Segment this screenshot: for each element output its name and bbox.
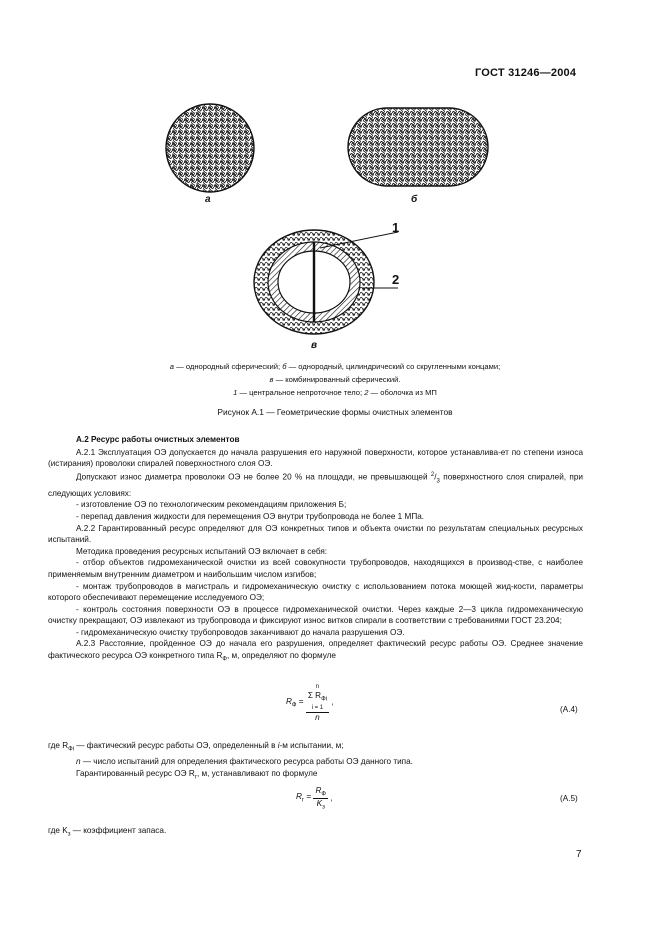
figure-label-c: в bbox=[311, 340, 318, 351]
fraction: $\frac{R_Ф}{K_з}$ bbox=[315, 786, 326, 811]
paragraph: - изготовление ОЭ по технологическим рекомендациям приложения Б; bbox=[76, 500, 347, 510]
paragraph: - перепад давления жидкости для перемещения ОЭ внутри трубопровода не более 1 МПа. bbox=[76, 511, 425, 521]
body-text bbox=[48, 434, 583, 666]
figure-label-a: а bbox=[205, 194, 211, 205]
figure-label-b: б bbox=[411, 194, 418, 205]
formula-a4: $R_Ф$ = n Σ $R_{Фi}$ i = 1 n , bbox=[286, 684, 334, 722]
paragraph: А.2.2 Гарантированный ресурс определяют для ОЭ конкретных типов и объекта очистки по результатам специальных ресурсных испытаний. bbox=[48, 523, 583, 545]
formula-explanation-2: где $K_з$ — коэффициент запаса. bbox=[48, 826, 167, 838]
figure-legend bbox=[100, 360, 570, 399]
callout-1: 1 bbox=[392, 220, 400, 235]
paragraph: - контроль состояния поверхности ОЭ в процессе гидромеханической очистки. Через каждые 2—3 цикла гидромеханическую очистку прекращают, ОЭ извлекают из трубопровода и фиксируют износ витков спирали в соответствии с требованиями ГОСТ 23.204; bbox=[48, 604, 583, 626]
paragraph: - отбор объектов гидромеханической очистки из всей совокупности трубопроводов, находящихся в производ-стве, с наиболее применяемым внутренним диаметром и наибольшим числом изгибов; bbox=[48, 558, 583, 579]
paragraph: - гидромеханическую очистку трубопроводов заканчивают до начала разрушения ОЭ. bbox=[76, 627, 405, 637]
paragraph: А.2.1 Эксплуатация ОЭ допускается до начала разрушения его наружной поверхности, которое устанавлива-ет по степени износа (истирания) проволоки спиралей поверхностного слоя ОЭ. bbox=[48, 447, 583, 469]
legend-line-1: а — однородный сферический; б — однородный, цилиндрический со скругленными концами; bbox=[169, 362, 501, 371]
figure-element-b bbox=[344, 104, 492, 190]
formula-explanation: где $R_{Фi}$ — фактический ресурс работы ОЭ, определенный в i-м испытании, м; n — число испытаний для определения фактического ресурса работы ОЭ данного типа. Гарантированный ресурс ОЭ $R_г$, м, устанавливают по формуле bbox=[48, 741, 413, 781]
paragraph: А.2.3 Расстояние, пройденное ОЭ до начала его разрушения, определяет фактический ресурс работы ОЭ. Среднее значение фактического ресурса ОЭ конкретного типа $R_Ф$, м, определяют по формуле bbox=[48, 639, 583, 663]
formula-a5: $R_г$ = $\frac{R_Ф}{K_з}$ , bbox=[296, 786, 333, 811]
fraction: n Σ $R_{Фi}$ i = 1 n bbox=[307, 684, 327, 722]
callout-2: 2 bbox=[392, 272, 400, 287]
section-heading: А.2 Ресурс работы очистных элементов bbox=[76, 435, 240, 444]
legend-line-2: в — комбинированный сферический. bbox=[269, 375, 401, 384]
paragraph: Методика проведения ресурсных испытаний ОЭ включает в себя: bbox=[76, 546, 328, 556]
legend-line-3: 1 — центральное непроточное тело; 2 — оболочка из МП bbox=[233, 388, 437, 397]
page-number: 7 bbox=[576, 849, 582, 860]
formula-number-a4: (А.4) bbox=[560, 705, 578, 714]
formula-number-a5: (А.5) bbox=[560, 794, 578, 803]
standard-code: ГОСТ 31246—2004 bbox=[475, 67, 577, 79]
figure-element-a bbox=[160, 100, 260, 196]
paragraph: - монтаж трубопроводов в магистраль и гидромеханическую очистку с использованием потока моющей жид-кости, параметры которого обеспечивают перемещение исследуемого ОЭ; bbox=[48, 581, 583, 603]
figure-caption: Рисунок А.1 — Геометрические формы очистных элементов bbox=[217, 407, 453, 417]
paragraph: Допускают износ диаметра проволоки ОЭ не более 20 % на площади, не превышающей $^2/_3$ поверхностного слоя спиралей, при следующих условиях: bbox=[48, 471, 583, 498]
